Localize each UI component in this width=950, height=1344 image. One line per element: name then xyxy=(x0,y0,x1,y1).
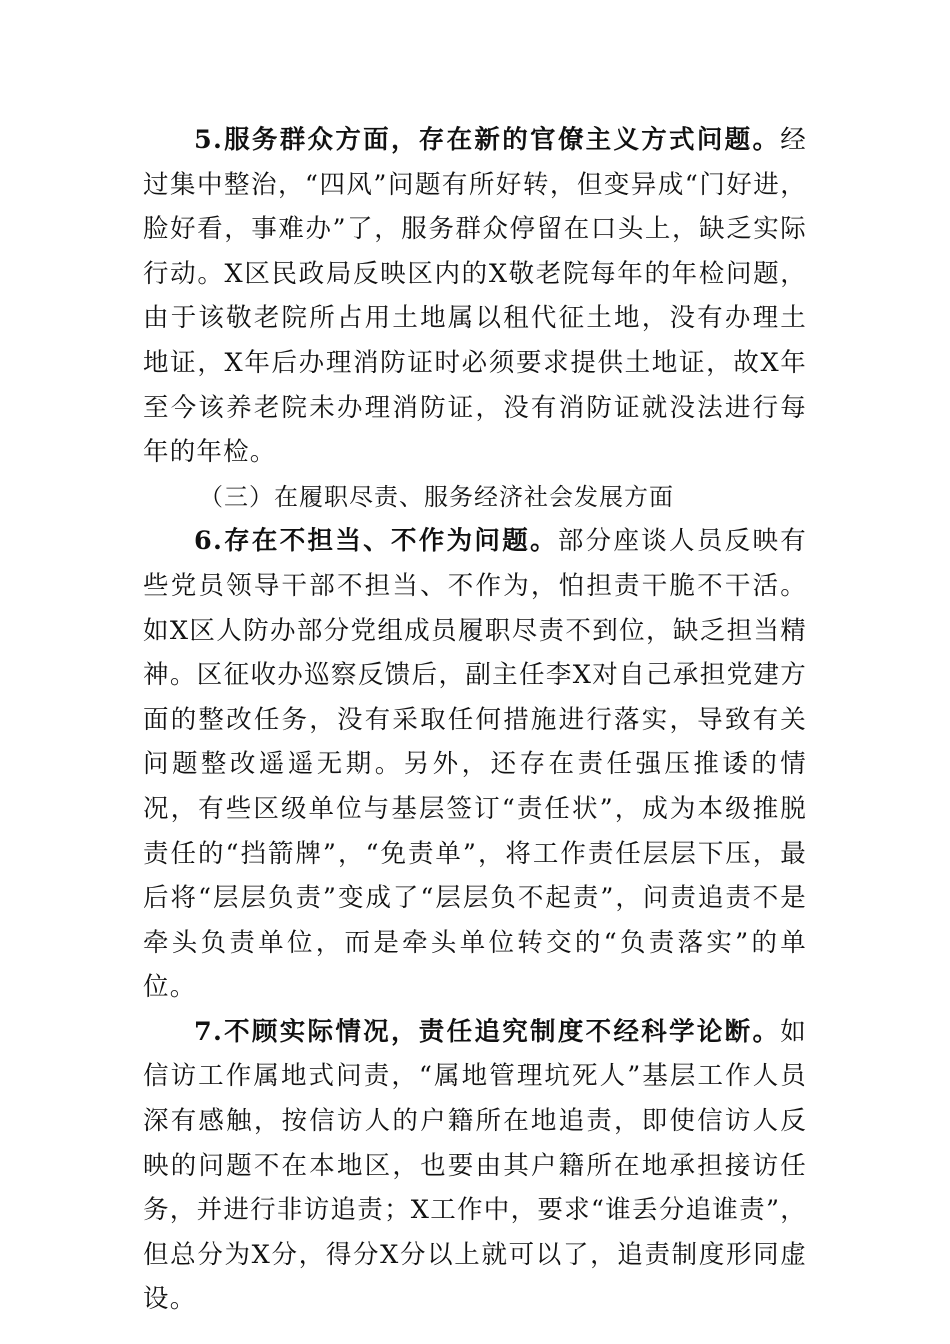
paragraph-7-heading: 7.不顾实际情况，责任追究制度不经科学论断。 xyxy=(194,1016,781,1047)
paragraph-6-body: 部分座谈人员反映有些党员领导干部不担当、不作为，怕担责干脆不干活。如X区人防办部分党组成员履职尽责不到位，缺乏担当精神。区征收办巡察反馈后，副主任李X对自己承担党建方面的整改任务，没有采取任何措施进行落实，导致有关问题整改遥遥无期。另外，还存在责任强压推诿的情况，有些区级单位与基层签订“责任状”，成为本级推脱责任的“挡箭牌”，“免责单”，将工作责任层层下压，最后将“层层负责”变成了“层层负不起责”，问责追责不是牵头负责单位，而是牵头单位转交的“负责落实”的单位。 xyxy=(143,526,807,1003)
document-page xyxy=(143,118,807,1322)
section-subheading: （三）在履职尽责、服务经济社会发展方面 xyxy=(199,482,674,511)
paragraph-6 xyxy=(143,519,807,1010)
paragraph-5 xyxy=(143,118,807,475)
paragraph-5-heading: 5.服务群众方面，存在新的官僚主义方式问题。 xyxy=(194,125,781,155)
paragraph-7 xyxy=(143,1010,807,1322)
paragraph-7-body: 如信访工作属地式问责，“属地管理坑死人”基层工作人员深有感触，按信访人的户籍所在地追责，即使信访人反映的问题不在本地区，也要由其户籍所在地承担接访任务，并进行非访追责；X工作中，要求“谁丢分追谁责”，但总分为X分，得分X分以上就可以了，追责制度形同虚设。 xyxy=(143,1016,807,1315)
paragraph-5-body: 经过集中整治，“四风”问题有所好转，但变异成“门好进，脸好看，事难办”了，服务群众停留在口头上，缺乏实际行动。X区民政局反映区内的X敬老院每年的年检问题，由于该敬老院所占用土地属以租代征土地，没有办理土地证，X年后办理消防证时必须要求提供土地证，故X年至今该养老院未办理消防证，没有消防证就没法进行每年的年检。 xyxy=(143,125,807,468)
paragraph-6-heading: 6.存在不担当、不作为问题。 xyxy=(194,526,558,557)
